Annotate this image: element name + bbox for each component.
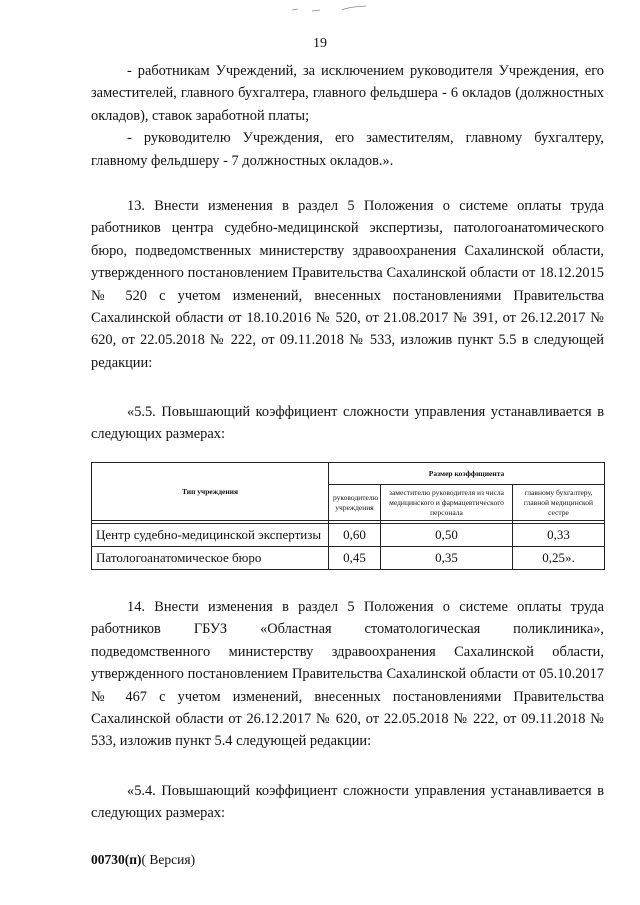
handwritten-mark xyxy=(290,4,370,14)
table-cell-value: 0,33 xyxy=(513,524,605,547)
version-label: ( Версия) xyxy=(141,852,196,867)
list-item: - работникам Учреждений, за исключением руководителя Учреждения, его заместителей, главного бухгалтера, главного фельдшера - 6 окладов (должностных окладов), ставок заработной платы; xyxy=(91,63,604,124)
section-13 xyxy=(91,195,604,374)
page-number: 19 xyxy=(313,36,327,51)
table-cell-value: 0,60 xyxy=(329,524,381,547)
table-cell-name: Центр судебно-медицинской экспертизы xyxy=(92,524,329,547)
table-cell-value: 0,35 xyxy=(381,547,513,570)
section-13-paragraph: 13. Внести изменения в раздел 5 Положения о системе оплаты труда работников центра судебно-медицинской экспертизы, патологоанатомического бюро, подведомственных министерству здравоохранения Сахалинской области, утвержденного постановлением Правительства Сахалинской области от 18.12.2015 № 520 с учетом изменений, внесенных постановлениями Правительства Сахалинской области от 18.10.2016 № 520, от 21.08.2017 № 391, от 26.12.2017 № 620, от 22.05.2018 № 222, от 09.11.2018 № 533, изложив пункт 5.5 в следующей редакции: xyxy=(91,198,604,371)
section-14 xyxy=(91,596,604,753)
list-items-block xyxy=(91,60,604,172)
coefficient-table xyxy=(91,462,605,570)
table-header-type: Тип учреждения xyxy=(92,463,329,521)
document-code: 00730(п) xyxy=(91,852,142,867)
section-14-paragraph: 14. Внести изменения в раздел 5 Положения о системе оплаты труда работников ГБУЗ «Областная стоматологическая поликлиника», подведомственного министерству здравоохранения Сахалинской области, утвержденного постановлением Правительства Сахалинской области от 05.10.2017 № 467 с учетом изменений, внесенных постановлениями Правительства Сахалинской области от 26.12.2017 № 620, от 22.05.2018 № 222, от 09.11.2018 № 533, изложив пункт 5.4 следующей редакции: xyxy=(91,599,604,750)
table-cell-value: 0,25». xyxy=(513,547,605,570)
table-subheader-accountant: главному бухгалтеру, главной медицинской сестре xyxy=(513,485,605,521)
section-13-quote-block xyxy=(91,401,604,446)
table-subheader-head: руководителю учреждения xyxy=(329,485,381,521)
table-header-size: Размер коэффициента xyxy=(329,463,605,485)
footer xyxy=(91,852,195,868)
section-14-quote: «5.4. Повышающий коэффициент сложности управления устанавливается в следующих размерах: xyxy=(91,783,604,822)
table-cell-value: 0,50 xyxy=(381,524,513,547)
table-cell-value: 0,45 xyxy=(329,547,381,570)
list-item: - руководителю Учреждения, его заместителям, главному бухгалтеру, главному фельдшеру - 7 должностных окладов.». xyxy=(91,130,604,169)
table-row xyxy=(92,524,605,547)
table-cell-name: Патологоанатомическое бюро xyxy=(92,547,329,570)
section-14-quote-block xyxy=(91,780,604,825)
section-13-quote: «5.5. Повышающий коэффициент сложности управления устанавливается в следующих размерах: xyxy=(91,404,604,443)
table-row xyxy=(92,547,605,570)
table-subheader-deputy: заместителю руководителя из числа медицинского и фармацевтического персонала xyxy=(381,485,513,521)
